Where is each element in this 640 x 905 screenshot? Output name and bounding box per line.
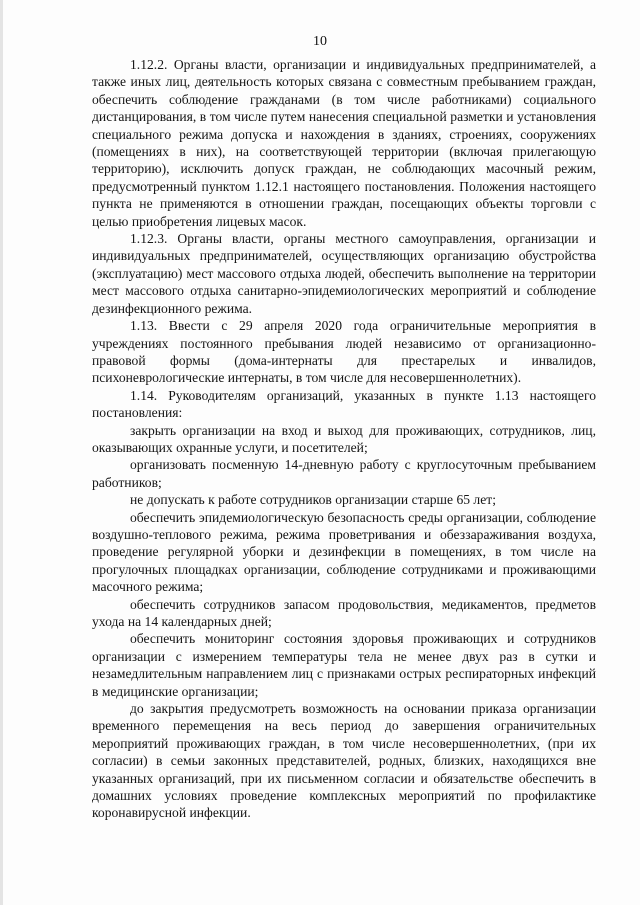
paragraph-epidemiological-safety: обеспечить эпидемиологическую безопасность среды организации, соблюдение воздушно-теплового режима, режима проветривания и обеззараживания воздуха, проведение регулярной уборки и дезинфекции в помещениях, в том числе на прогулочных площадках организации, соблюдение сотрудниками и проживающими масочного режима; — [92, 509, 596, 595]
scan-edge — [0, 0, 3, 905]
paragraph-supplies: обеспечить сотрудников запасом продовольствия, медикаментов, предметов ухода на 14 календарных дней; — [92, 596, 596, 629]
document-body — [92, 56, 596, 822]
paragraph-1-12-2: 1.12.2. Органы власти, организации и индивидуальных предпринимателей, а также иных лиц, деятельность которых связана с совместным пребыванием граждан, обеспечить соблюдение гражданами (в том числе работниками) социального дистанцирования, в том числе путем нанесения специальной разметки и установления специального режима допуска и нахождения в зданиях, строениях, сооружениях (помещениях в них), на соответствующей территории (включая прилегающую территорию), исключить допуск граждан, не соблюдающих масочный режим, предусмотренный пунктом 1.12.1 настоящего постановления. Положения настоящего пункта не применяются в отношении граждан, посещающих объекты торговли с целью приобретения лицевых масок. — [92, 57, 596, 229]
paragraph-temporary-relocation: до закрытия предусмотреть возможность на основании приказа организации временного перемещения на весь период до завершения ограничительных мероприятий проживающих граждан, в том числе несовершеннолетних, (при их согласии) в семьи законных представителей, родных, близких, находящихся вне указанных организаций, при их письменном согласии и обязательстве обеспечить в домашних условиях проведение комплексных мероприятий по профилактике коронавирусной инфекции. — [92, 701, 596, 821]
paragraph-1-12-3: 1.12.3. Органы власти, органы местного самоуправления, организации и индивидуальных предпринимателей, осуществляющих организацию обустройства (эксплуатацию) мест массового отдыха людей, обеспечить выполнение на территории мест массового отдыха санитарно-эпидемиологических мероприятий и соблюдение дезинфекционного режима. — [92, 231, 596, 316]
paragraph-1-13: 1.13. Ввести с 29 апреля 2020 года ограничительные мероприятия в учреждениях постоянного пребывания людей независимо от организационно-правовой формы (дома-интернаты для престарелых и инвалидов, психоневрологические интернаты, в том числе для несовершеннолетних). — [92, 318, 596, 386]
paragraph-health-monitoring: обеспечить мониторинг состояния здоровья проживающих и сотрудников организации с измерением температуры тела не менее двух раз в сутки и незамедлительным направлением лиц с признаками острых респираторных инфекций в медицинские организации; — [92, 631, 596, 699]
paragraph-age-limit: не допускать к работе сотрудников организации старше 65 лет; — [130, 492, 496, 508]
paragraph-1-14: 1.14. Руководителям организаций, указанных в пункте 1.13 настоящего постановления: — [92, 387, 596, 421]
paragraph-shift-work: организовать посменную 14-дневную работу с круглосуточным пребыванием работников; — [92, 457, 596, 490]
page-number: 10 — [313, 34, 327, 49]
paragraph-close-entry: закрыть организации на вход и выход для проживающих, сотрудников, лиц, оказывающих охранные услуги, и посетителей; — [92, 422, 596, 455]
